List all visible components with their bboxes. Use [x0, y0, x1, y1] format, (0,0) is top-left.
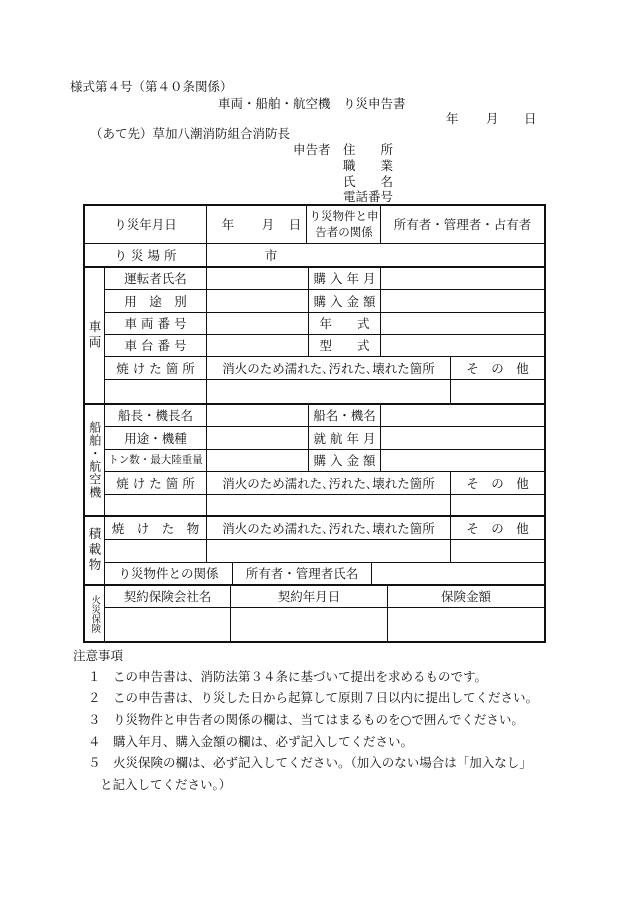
- usage-label: 用 途 別: [124, 293, 187, 309]
- insurance-company-label: 契約保険会社名: [123, 589, 212, 604]
- form-title: 車両・船舶・航空機 り災申告書: [218, 96, 406, 111]
- vehicle-section-label: 車両: [87, 320, 102, 351]
- name-label: 氏 名: [343, 174, 394, 189]
- vehicle-other-label: そ の 他: [466, 360, 529, 376]
- date-month-label: 月: [486, 111, 499, 126]
- address-label: 住 所: [343, 142, 394, 157]
- note-item-continuation: と記入してください。）: [100, 777, 232, 792]
- notes-heading: 注意事項: [73, 648, 124, 663]
- vehicle-purchase-date-label: 購 入 年 月: [313, 271, 376, 286]
- date-day-label: 日: [524, 111, 537, 126]
- ship-section-label: 船舶・航空機: [87, 421, 102, 499]
- relation-options[interactable]: [381, 206, 544, 243]
- disaster-year-label: 年: [221, 217, 235, 232]
- driver-name-label: 運転者氏名: [124, 271, 187, 286]
- disaster-month-label: 月: [261, 217, 275, 232]
- declarant-label: 申告者: [293, 142, 331, 157]
- ship-purchase-amount-label: 購 入 金 額: [313, 453, 376, 468]
- note-item: ４ 購入年月、購入金額の欄は、必ず記入してください。: [88, 734, 414, 749]
- vehicle-burned-part-label: 焼 け た 箇 所: [116, 360, 195, 376]
- city-label: 市: [264, 247, 278, 263]
- model-type-label: 型 式: [319, 338, 370, 353]
- note-item: ３ り災物件と申告者の関係の欄は、当てはまるものを○で囲んでください。: [88, 712, 524, 727]
- insurance-section-label: 火災保険: [89, 594, 101, 633]
- vehicle-water-damage-label: 消火のため濡れた､汚れた､壊れた箇所: [222, 360, 435, 376]
- ship-name-label: 船名・機名: [313, 408, 376, 423]
- chassis-number-label: 車 台 番 号: [124, 338, 187, 353]
- note-item: ５ 火災保険の欄は、必ず記入してください。（加入のない場合は「加入なし」: [88, 755, 532, 770]
- contract-date-label: 契約年月日: [277, 589, 341, 604]
- relation-header: り災物件と申告者の関係: [309, 208, 379, 239]
- date-year-label: 年: [446, 111, 459, 126]
- ship-water-damage-label: 消火のため濡れた､汚れた､壊れた箇所: [222, 475, 435, 491]
- service-date-label: 就 航 年 月: [313, 430, 376, 446]
- location-label: り 災 場 所: [114, 247, 177, 263]
- phone-label: 電話番号: [343, 189, 394, 204]
- cargo-section-label: 積載物: [87, 527, 102, 574]
- addressee: （あて先）草加八潮消防組合消防長: [90, 126, 291, 141]
- disaster-day-label: 日: [288, 217, 302, 232]
- vehicle-number-label: 車 両 番 号: [124, 316, 187, 331]
- vehicle-purchase-amount-label: 購 入 金 額: [313, 293, 376, 309]
- cargo-other-label: そ の 他: [466, 520, 529, 536]
- ship-burned-part-label: 焼 け た 箇 所: [116, 475, 195, 491]
- disaster-date-label: り災年月日: [114, 217, 177, 232]
- cargo-burned-label: 焼 け た 物: [111, 520, 200, 536]
- owner-name-label: 所有者・管理者氏名: [245, 566, 359, 581]
- captain-name-label: 船長・機長名: [117, 408, 193, 423]
- usage-type-label: 用途・機種: [124, 430, 187, 446]
- tonnage-label: トン数・最大陸重量: [108, 454, 203, 467]
- insurance-amount-label: 保険金額: [440, 589, 491, 604]
- relation-options-text: 所有者・管理者・占有者: [393, 217, 532, 232]
- cargo-relation-label: り災物件との関係: [118, 566, 219, 581]
- occupation-label: 職 業: [343, 158, 394, 173]
- note-item: ２ この申告書は、り災した日から起算して原則７日以内に提出してください。: [88, 690, 539, 705]
- note-item: １ この申告書は、消防法第３４条に基づいて提出を求めるものです。: [88, 669, 488, 684]
- cargo-water-damage-label: 消火のため濡れた､汚れた､壊れた箇所: [222, 520, 435, 536]
- year-model-label: 年 式: [319, 316, 370, 331]
- ship-other-label: そ の 他: [466, 475, 529, 491]
- form-number: 様式第４号（第４０条関係）: [70, 79, 233, 94]
